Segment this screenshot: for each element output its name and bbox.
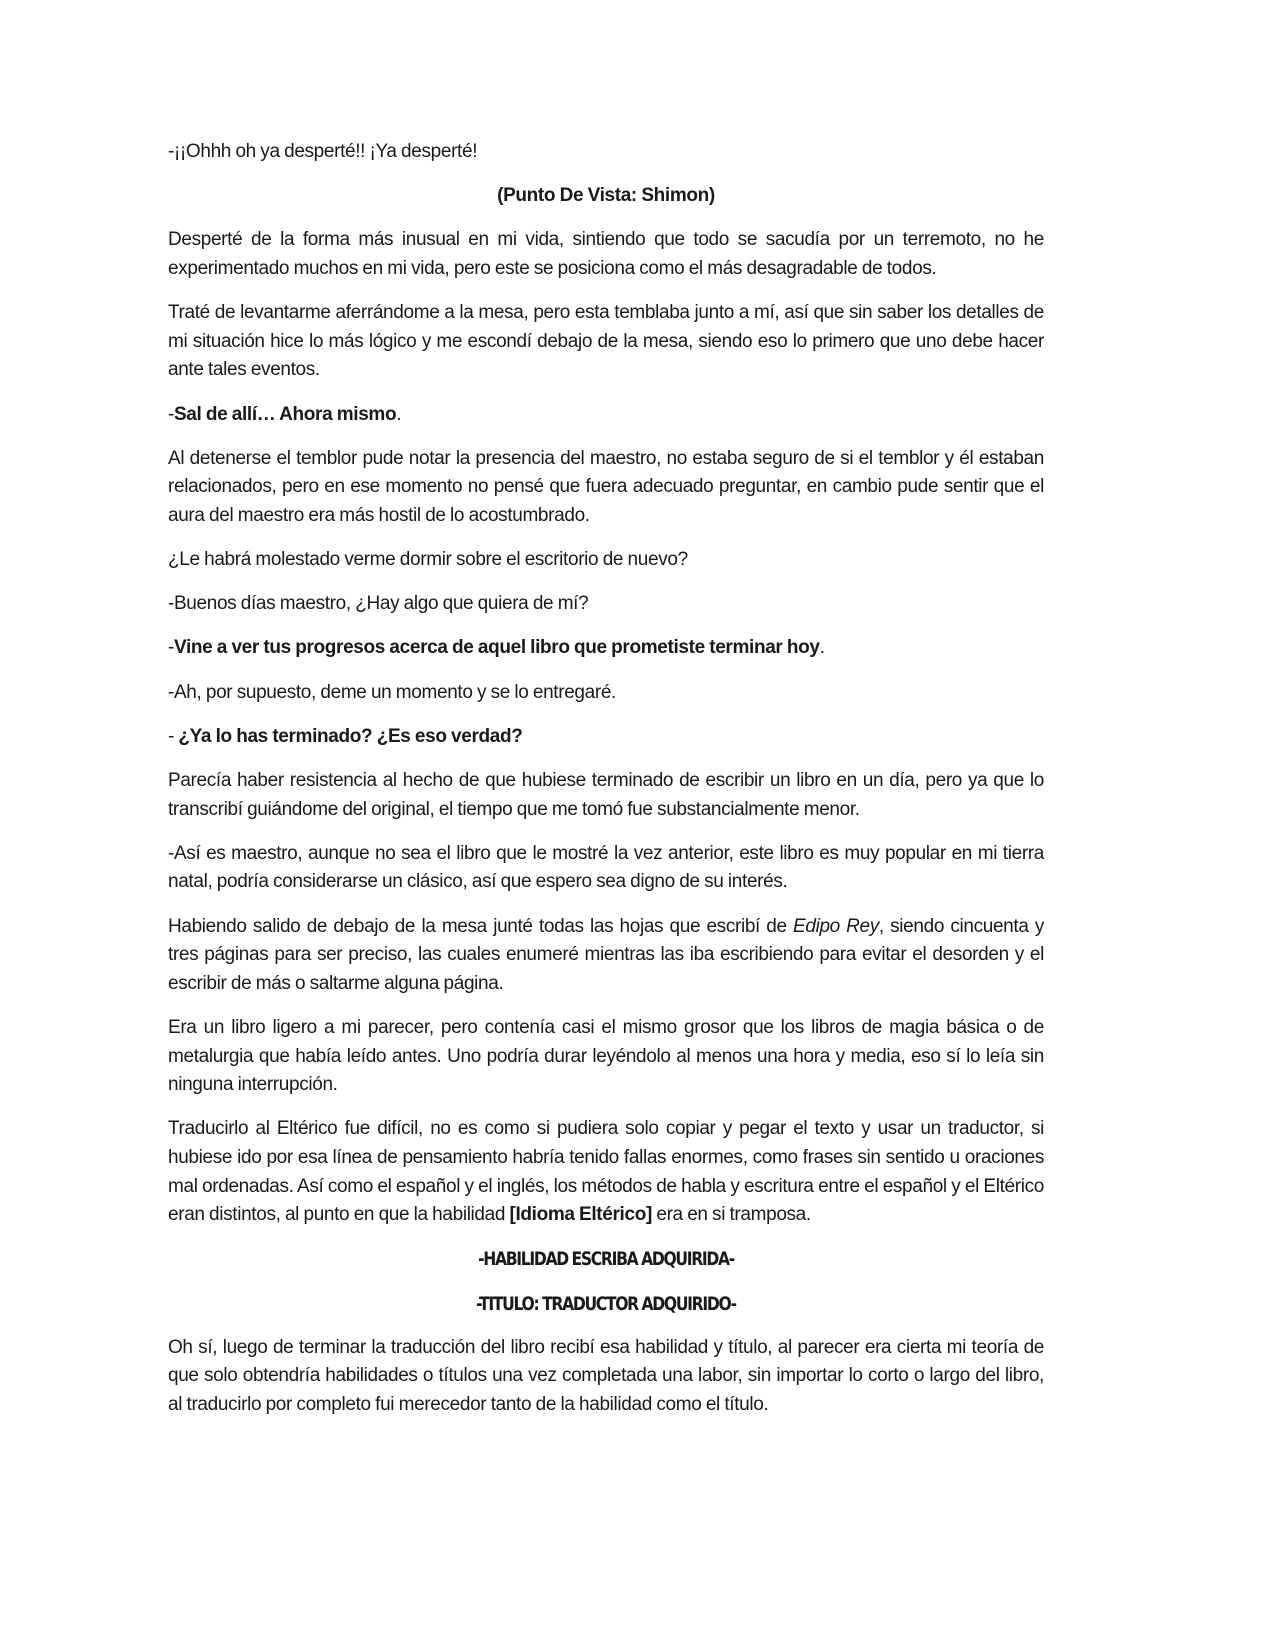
text-segment: Oh sí, luego de terminar la traducción del libro recibí esa habilidad y título, al parecer era cierta mi teoría de que solo obtendría habilidades o títulos una vez completada una labor, sin importar lo corto o largo del libro, al traducirlo por completo fui merecedor tanto de la habilidad como el título. xyxy=(168,1336,1044,1415)
text-segment: Al detenerse el temblor pude notar la presencia del maestro, no estaba seguro de si el temblor y él estaban relacionados, pero en ese momento no pensé que fuera adecuado preguntar, en cambio pude sentir que el aura del maestro era más hostil de lo acostumbrado. xyxy=(168,447,1044,526)
text-segment: -HABILIDAD ESCRIBA ADQUIRIDA- xyxy=(478,1248,734,1271)
text-segment: . xyxy=(819,637,825,659)
text-segment: , siendo cincuenta y tres páginas para ser preciso, las cuales enumeré mientras las iba escribiendo para evitar el desorden y el escribir de más o saltarme alguna página. xyxy=(168,915,1044,994)
body-paragraph xyxy=(168,445,1044,531)
bold-dialogue: ¿Ya lo has terminado? ¿Es eso verdad? xyxy=(178,725,523,747)
system-message-title xyxy=(247,1290,965,1319)
system-message-skill xyxy=(247,1245,965,1274)
text-segment: - xyxy=(168,637,174,659)
text-segment: Desperté de la forma más inusual en mi vida, sintiendo que todo se sacudía por un terremoto, no he experimentado muchos en mi vida, pero este se posiciona como el más desagradable de todos. xyxy=(168,229,1044,279)
text-segment: (Punto De Vista: Shimon) xyxy=(497,185,715,207)
body-paragraph xyxy=(168,226,1044,283)
book-title: Edipo Rey xyxy=(793,915,879,937)
body-paragraph xyxy=(168,767,1044,824)
document-page xyxy=(168,138,1044,1435)
body-paragraph xyxy=(168,1014,1044,1100)
body-paragraph xyxy=(168,840,1044,897)
text-segment: - xyxy=(168,725,179,747)
text-segment: -Buenos días maestro, ¿Hay algo que quiera de mí? xyxy=(168,593,589,615)
text-segment: -TITULO: TRADUCTOR ADQUIRIDO- xyxy=(476,1292,736,1315)
dialogue-line xyxy=(168,679,1044,708)
text-segment: era en si tramposa. xyxy=(651,1204,811,1226)
text-segment: . xyxy=(396,403,402,425)
text-segment: Era un libro ligero a mi parecer, pero contenía casi el mismo grosor que los libros de magia básica o de metalurgia que había leído antes. Uno podría durar leyéndolo al menos una hora y media, eso sí lo leía sin ninguna interrupción. xyxy=(168,1016,1044,1096)
text-segment: Traté de levantarme aferrándome a la mesa, pero esta temblaba junto a mí, así que sin saber los detalles de mi situación hice lo más lógico y me escondí debajo de la mesa, siendo eso lo primero que uno debe hacer ante tales eventos. xyxy=(168,302,1044,381)
text-segment: ¿Le habrá molestado verme dormir sobre el escritorio de nuevo? xyxy=(168,549,688,571)
bold-dialogue: Vine a ver tus progresos acerca de aquel libro que prometiste terminar hoy xyxy=(173,637,820,659)
dialogue-line xyxy=(168,138,1044,167)
text-segment: Traducirlo al Eltérico fue difícil, no es como si pudiera solo copiar y pegar el texto y usar un traductor, si hubiese ido por esa línea de pensamiento habría tenido fallas enormes, como frases sin sentido u oraciones mal ordenadas. Así como el español y el inglés, los métodos de habla y escritura entre el español y el Eltérico eran distintos, al punto en que la habilidad xyxy=(168,1118,1044,1226)
body-paragraph xyxy=(168,299,1044,385)
skill-name: [Idioma Eltérico] xyxy=(509,1204,652,1226)
text-segment: - xyxy=(168,403,174,425)
dialogue-line xyxy=(168,590,1044,619)
text-segment: Habiendo salido de debajo de la mesa junté todas las hojas que escribí de xyxy=(168,915,794,937)
dialogue-line xyxy=(168,723,1044,752)
text-segment: -Ah, por supuesto, deme un momento y se lo entregaré. xyxy=(168,681,616,703)
body-paragraph xyxy=(168,1115,1044,1229)
dialogue-line xyxy=(168,546,1044,575)
body-paragraph xyxy=(168,913,1044,999)
dialogue-line xyxy=(168,401,1044,430)
dialogue-line xyxy=(168,634,1044,663)
body-paragraph xyxy=(168,1334,1044,1420)
text-segment: Parecía haber resistencia al hecho de que hubiese terminado de escribir un libro en un día, pero ya que lo transcribí guiándome del original, el tiempo que me tomó fue substancialmente menor. xyxy=(168,770,1044,820)
point-of-view-heading xyxy=(168,182,1044,211)
text-segment: -Así es maestro, aunque no sea el libro que le mostré la vez anterior, este libro es muy popular en mi tierra natal, podría considerarse un clásico, así que espero sea digno de su interés. xyxy=(168,842,1044,893)
text-segment: -¡¡Ohhh oh ya desperté!! ¡Ya desperté! xyxy=(168,141,478,162)
bold-dialogue: Sal de allí… Ahora mismo xyxy=(173,403,397,425)
